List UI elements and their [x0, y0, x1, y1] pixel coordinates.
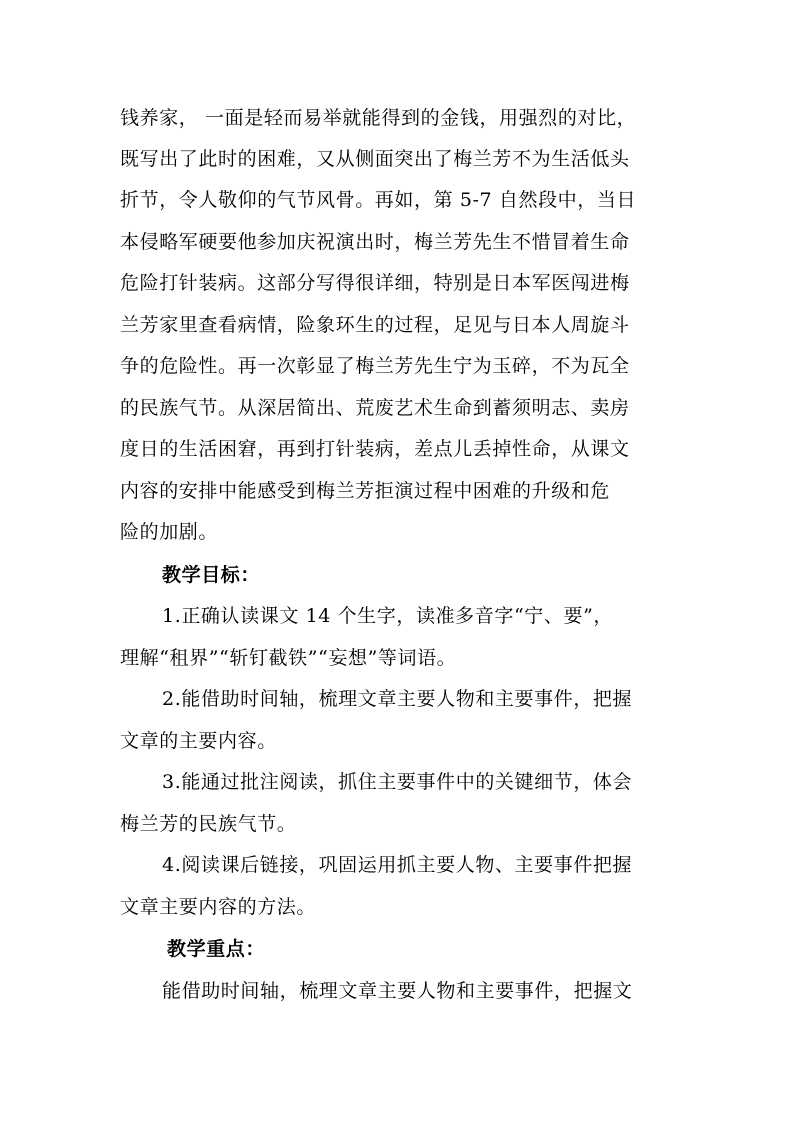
- body-text-line: 度日的生活困窘，再到打针装病，差点儿丢掉性命，从课文: [120, 438, 630, 460]
- body-text-line: 的民族气节。从深居简出、荒废艺术生命到蓄须明志、卖房: [120, 397, 630, 419]
- goal-item-continued: 文章的主要内容。: [120, 730, 277, 752]
- focus-text-line: 能借助时间轴，梳理文章主要人物和主要事件，把握文: [162, 980, 633, 1002]
- body-text-line: 兰芳家里查看病情，险象环生的过程，足见与日本人周旋斗: [120, 314, 630, 336]
- body-text-line: 本侵略军硬要他参加庆祝演出时，梅兰芳先生不惜冒着生命: [120, 231, 630, 253]
- goal-item: 2.能借助时间轴，梳理文章主要人物和主要事件，把握: [162, 688, 633, 710]
- goals-heading: 教学目标：: [162, 564, 261, 586]
- body-text-line: 内容的安排中能感受到梅兰芳拒演过程中困难的升级和危: [120, 480, 611, 502]
- goal-item: 4.阅读课后链接，巩固运用抓主要人物、主要事件把握: [162, 854, 633, 876]
- focus-heading: 教学重点：: [167, 938, 266, 960]
- body-text-line: 危险打针装病。这部分写得很详细，特别是日本军医闯进梅: [120, 272, 630, 294]
- goal-item-continued: 理解“租界”“斩钉截铁”“妄想”等词语。: [120, 647, 457, 669]
- body-text-line: 折节，令人敬仰的气节风骨。再如，第 5-7 自然段中，当日: [120, 189, 637, 211]
- goal-item: 3.能通过批注阅读，抓住主要事件中的关键细节，体会: [162, 771, 633, 793]
- goal-item-continued: 文章主要内容的方法。: [120, 896, 317, 918]
- goal-item-continued: 梅兰芳的民族气节。: [120, 813, 297, 835]
- body-text-line: 险的加剧。: [120, 521, 219, 543]
- body-text-line: 既写出了此时的困难，又从侧面突出了梅兰芳不为生活低头: [120, 148, 630, 170]
- body-text-line: 钱养家， 一面是轻而易举就能得到的金钱，用强烈的对比，: [120, 107, 637, 129]
- body-text-line: 争的危险性。再一次彰显了梅兰芳先生宁为玉碎，不为瓦全: [120, 355, 630, 377]
- goal-item: 1.正确认读课文 14 个生字，读准多音字“宁、要”，: [162, 605, 614, 627]
